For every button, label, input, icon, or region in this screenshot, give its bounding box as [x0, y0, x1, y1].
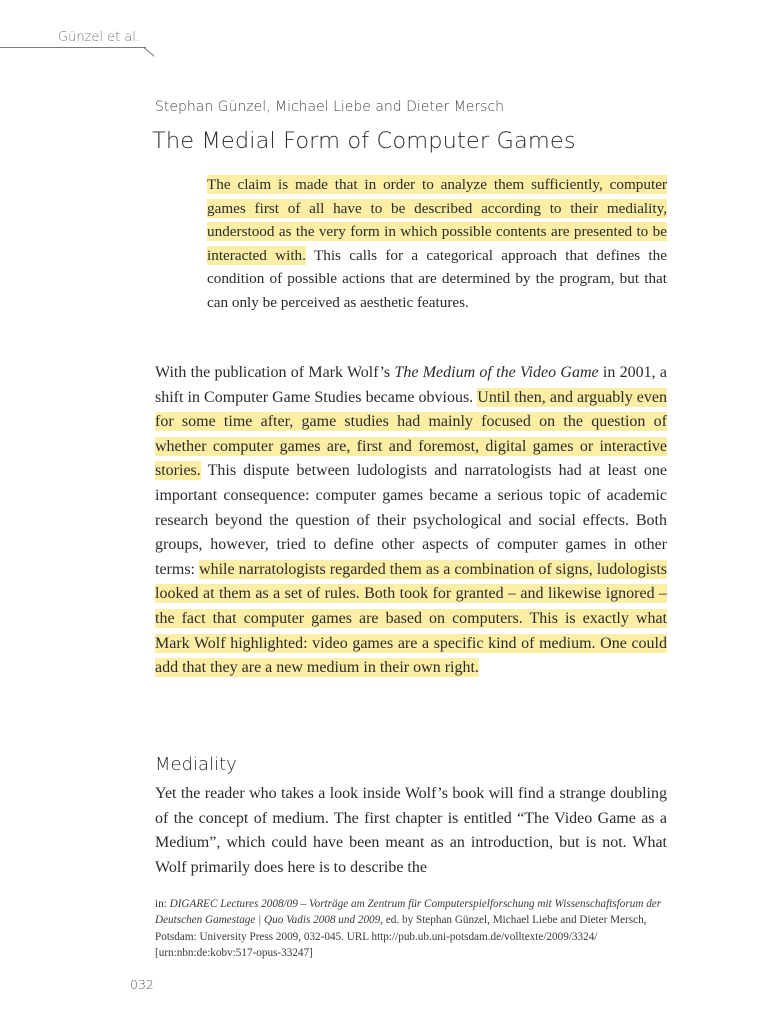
footnote-details: , ed. by Stephan Günzel, Michael Liebe and Dieter Mersch, Potsdam: University Press 2009, 032-045. URL http://pub.ub.uni-potsdam.de/volltexte/2009/3324/ [urn:nbn:de:kobv:517-opus-33247] — [155, 914, 647, 960]
abstract-highlight: The claim is made that in order to analyze them sufficiently, computer games first of all have to be described according to their mediality, understood as the very form in which possible contents are presented to be interacted with. — [207, 176, 667, 264]
authors-line: Stephan Günzel, Michael Liebe and Dieter Mersch — [155, 99, 505, 115]
header-rule — [0, 47, 146, 48]
source-footnote — [155, 896, 685, 962]
abstract-text: This calls for a categorical approach that defines the condition of possible actions that are determined by the program, but that can only be perceived as aesthetic features. — [207, 246, 667, 311]
paragraph-intro-highlight-2: while narratologists regarded them as a combination of signs, ludologists looked at them as a set of rules. Both took for granted – and likewise ignored – the fact that computer games are based on computers. This is exactly what Mark Wolf highlighted: video games are a specific kind of medium. One could add that they are a new medium in their own right. — [155, 560, 667, 677]
paragraph-mediality: Yet the reader who takes a look inside Wolf’s book will find a strange doubling of the concept of medium. The first chapter is entitled “The Video Game as a Medium”, which could have been meant as an introduction, but is not. What Wolf primarily does here is to describe the — [155, 785, 667, 876]
page-number: 032 — [130, 977, 154, 992]
paragraph-intro-text-2: in 2001, a shift in Computer Game Studies became obvious. — [155, 364, 668, 406]
book-title: The Medium of the Video Game — [394, 364, 599, 381]
paragraph-intro — [155, 361, 667, 681]
footnote-prefix: in: — [155, 898, 170, 910]
running-head: Günzel et al. — [58, 30, 141, 45]
footnote-series: DIGAREC Lectures 2008/09 – Vorträge am Zentrum für Computerspielforschung mit Wissenschaftsforum der Deutschen Gamestage | Quo Vadis 2008 und 2009 — [155, 898, 662, 927]
abstract — [207, 173, 667, 315]
article-title: The Medial Form of Computer Games — [152, 128, 576, 154]
paragraph-intro-highlight-1: Until then, and arguably even for some time after, game studies had mainly focused on the question of whether computer games are, first and foremost, digital games or interactive stories. — [155, 388, 667, 480]
header-rule-corner — [143, 47, 154, 57]
section-heading-mediality: Mediality — [155, 754, 237, 775]
paragraph-intro-text-1: With the publication of Mark Wolf’s — [155, 364, 395, 381]
paragraph-intro-text-3: This dispute between ludologists and narratologists had at least one important consequence: computer games became a serious topic of academic research beyond the question of their psychological and social effects. Both groups, however, tried to define other aspects of computer games in other terms: — [155, 462, 667, 578]
